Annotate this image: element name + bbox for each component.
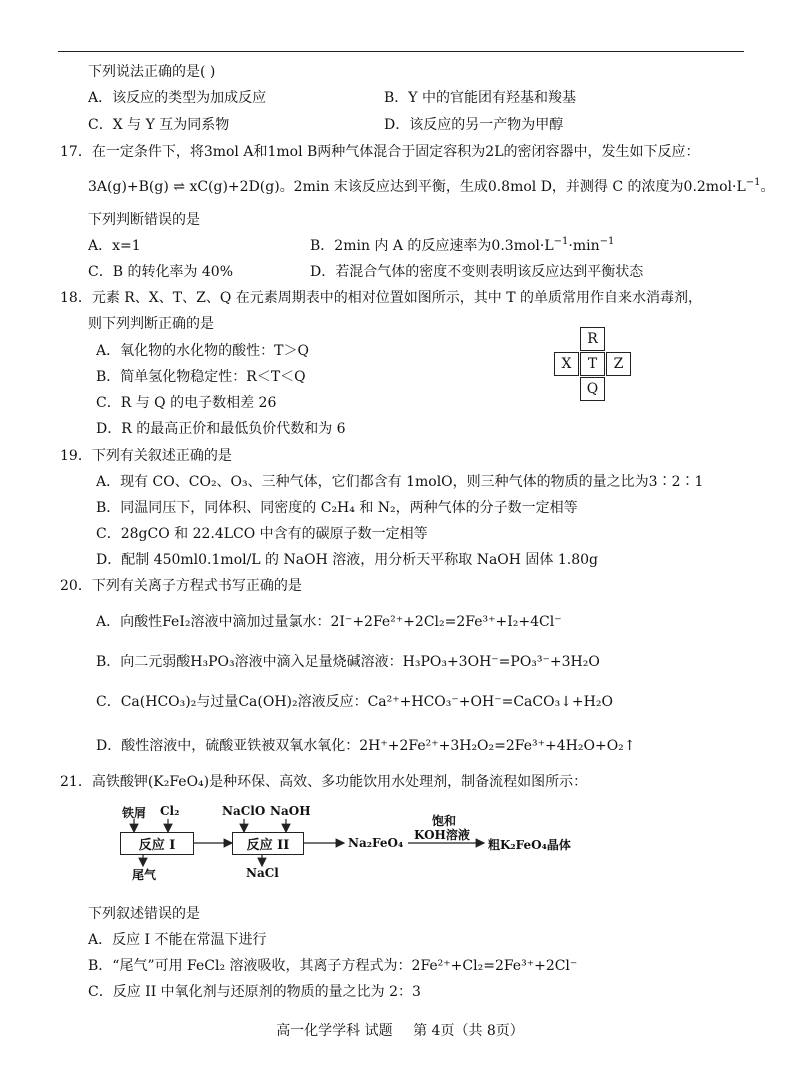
q16-option-b: B．Y 中的官能团有羟基和羧基 <box>384 90 576 106</box>
flow-condition-saturated: 饱和 <box>432 814 457 828</box>
flow-final-product: 粗K₂FeO₄晶体 <box>488 838 571 852</box>
q21-option-b: B．“尾气”可用 FeCl₂ 溶液吸收，其离子方程式为：2Fe²⁺+Cl₂=2Fe³⁺+2Cl⁻ <box>88 958 578 974</box>
q20-stem: 20．下列有关离子方程式书写正确的是 <box>60 578 302 594</box>
q17-option-c: C．B 的转化率为 40% <box>88 264 234 280</box>
flow-output-nacl: NaCl <box>246 866 279 880</box>
flow-input-cl2: Cl₂ <box>160 804 180 818</box>
grid-cell-z: Z <box>606 352 631 376</box>
flow-input-iron: 铁屑 <box>122 806 147 820</box>
flow-condition-koh: KOH溶液 <box>414 828 470 842</box>
q20-option-a: A．向酸性FeI₂溶液中滴加过量氯水：2I⁻+2Fe²⁺+2Cl₂=2Fe³⁺+I₂+4Cl⁻ <box>96 614 562 630</box>
q16-option-d: D．该反应的另一产物为甲醇 <box>384 117 564 133</box>
q20-option-b: B．向二元弱酸H₃PO₃溶液中滴入足量烧碱溶液：H₃PO₃+3OH⁻=PO₃³⁻+3H₂O <box>96 654 600 670</box>
q19-stem: 19．下列有关叙述正确的是 <box>60 448 232 464</box>
q19-option-c: C．28gCO 和 22.4LCO 中含有的碳原子数一定相等 <box>96 526 428 542</box>
q21-judge: 下列叙述错误的是 <box>88 906 200 922</box>
q17-equation-tail-end: 。 <box>760 179 775 195</box>
q18-option-b: B．简单氢化物稳定性：R＜T＜Q <box>96 369 306 385</box>
q17-option-b-text: B．2min 内 A 的反应速率为0.3mol·L <box>310 238 554 254</box>
q21-option-a: A．反应 I 不能在常温下进行 <box>88 932 267 948</box>
q17-option-d: D．若混合气体的密度不变则表明该反应达到平衡状态 <box>310 264 644 280</box>
q19-option-b: B．同温同压下，同体积、同密度的 C₂H₄ 和 N₂，两种气体的分子数一定相等 <box>96 500 578 516</box>
grid-cell-x: X <box>554 352 579 376</box>
flow-input-naclo: NaClO <box>222 804 266 818</box>
grid-cell-q: Q <box>580 377 605 401</box>
q17-equation-tail: 。2min 末该反应达到平衡，生成0.8mol D，并测得 C 的浓度为0.2mol·L <box>279 179 746 195</box>
q17-stem: 17．在一定条件下，将3mol A和1mol B两种气体混合于固定容积为2L的密闭容器中，发生如下反应： <box>60 144 700 160</box>
footer-page-number: 第 4页（共 8页） <box>413 1023 524 1039</box>
q16-option-c: C．X 与 Y 互为同系物 <box>88 117 230 133</box>
q19-option-a: A．现有 CO、CO₂、O₃、三种气体，它们都含有 1molO，则三种气体的物质的量之比为3∶2∶1 <box>96 474 704 490</box>
flow-box-reaction-2: 反应 II <box>232 832 304 855</box>
flow-product-na2feo4: Na₂FeO₄ <box>348 836 404 850</box>
q18-stem-2: 则下列判断正确的是 <box>88 316 214 332</box>
q17-equation: 3A(g)+B(g) ⇌ xC(g)+2D(g) <box>88 179 280 195</box>
q18-option-c: C．R 与 Q 的电子数相差 26 <box>96 395 277 411</box>
grid-cell-r: R <box>580 327 605 351</box>
q20-option-c: C．Ca(HCO₃)₂与过量Ca(OH)₂溶液反应：Ca²⁺+HCO₃⁻+OH⁻=CaCO₃↓+H₂O <box>96 694 613 710</box>
q18-option-d: D．R 的最高正价和最低负价代数和为 6 <box>96 421 346 437</box>
q18-stem: 18．元素 R、X、T、Z、Q 在元素周期表中的相对位置如图所示，其中 T 的单质常用作自来水消毒剂， <box>60 290 703 306</box>
grid-cell-t: T <box>580 352 605 376</box>
flow-output-tailgas: 尾气 <box>132 868 157 882</box>
q21-option-c: C．反应 II 中氧化剂与还原剂的物质的量之比为 2：3 <box>88 984 421 1000</box>
page-footer <box>0 1020 800 1040</box>
footer-subject: 高一化学学科 试题 <box>276 1023 393 1039</box>
q17-equation-tail-sup: −1 <box>745 177 761 188</box>
q16-stem: 下列说法正确的是( ) <box>88 64 216 80</box>
q17-option-a: A．x=1 <box>88 238 141 254</box>
q20-option-d: D．酸性溶液中，硫酸亚铁被双氧水氧化：2H⁺+2Fe²⁺+3H₂O₂=2Fe³⁺+4H₂O+O₂↑ <box>96 738 636 754</box>
q19-option-d: D．配制 450ml0.1mol/L 的 NaOH 溶液，用分析天平称取 NaOH 固体 1.80g <box>96 552 599 568</box>
q17-option-b-sup2: −1 <box>599 236 615 247</box>
flow-box-reaction-1: 反应 I <box>120 832 194 855</box>
q17-option-b-mid: ·min <box>568 238 600 254</box>
flow-input-naoh: NaOH <box>270 804 311 818</box>
q18-option-a: A．氧化物的水化物的酸性：T＞Q <box>96 343 309 359</box>
q21-stem: 21．高铁酸钾(K₂FeO₄)是种环保、高效、多功能饮用水处理剂，制备流程如图所示： <box>60 774 588 790</box>
q16-option-a: A．该反应的类型为加成反应 <box>88 90 267 106</box>
q17-judge: 下列判断错误的是 <box>88 212 200 228</box>
q17-option-b-sup1: −1 <box>553 236 569 247</box>
